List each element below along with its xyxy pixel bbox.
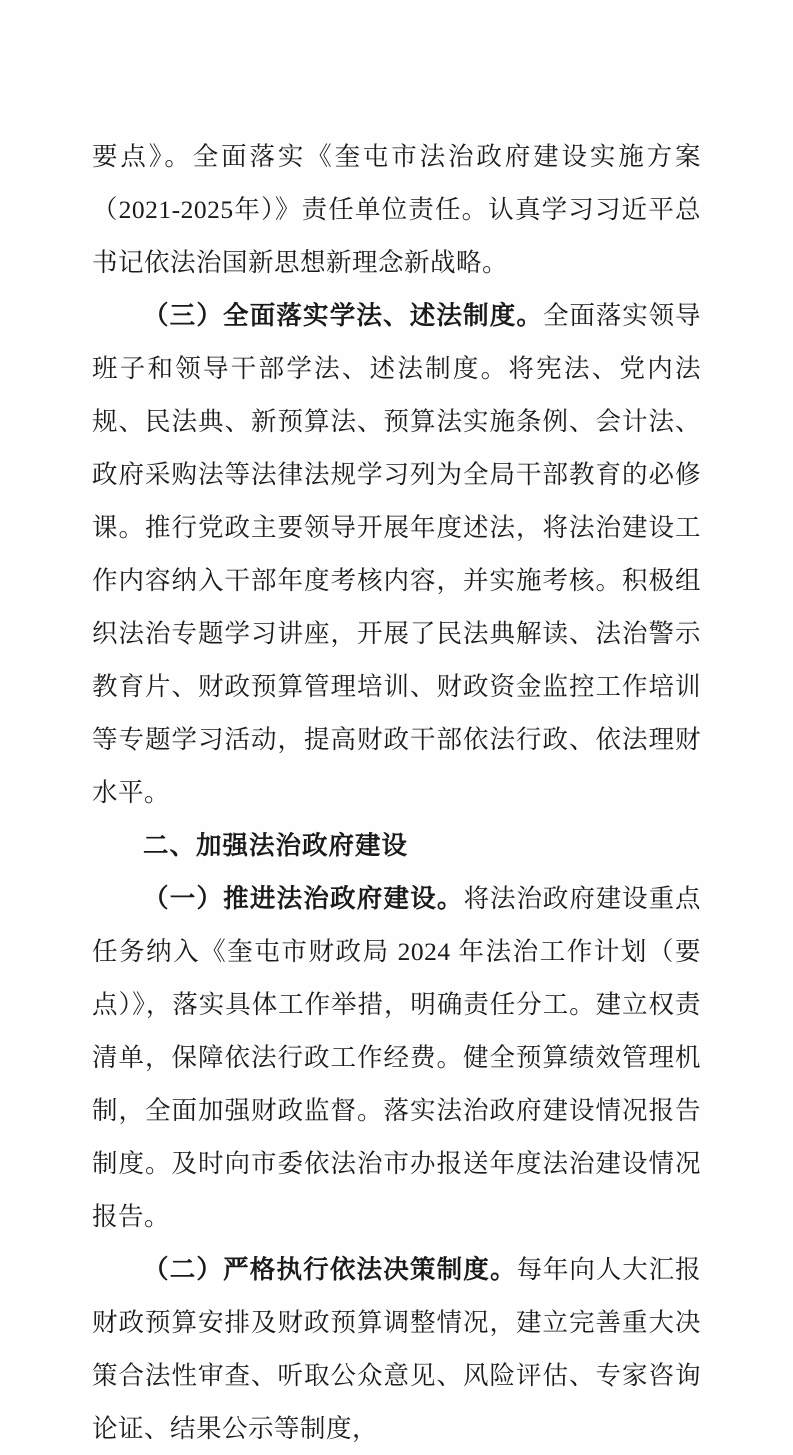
paragraph-lead-label: （二）严格执行依法决策制度。 — [143, 1255, 517, 1284]
section-heading-two: 二、加强法治政府建设 — [143, 831, 409, 860]
paragraph-text: 全面落实领导班子和领导干部学法、述法制度。将宪法、党内法规、民法典、新预算法、预算法实施条例、会计法、政府采购法等法律法规学习列为全局干部教育的必修课。推行党政主要领导开展年度述法，将法治建设工作内容纳入干部年度考核内容，并实施考核。积极组织法治专题学习讲座，开展了民法典解读、法治警示教育片、财政预算管理培训、财政资金监控工作培训等专题学习活动，提高财政干部依法行政、依法理财水平。 — [92, 301, 701, 807]
paragraph-learn-law-system — [92, 289, 701, 819]
paragraph-continuation: 要点》。全面落实《奎屯市法治政府建设实施方案（2021-2025年）》责任单位责任。认真学习习近平总书记依法治国新思想新理念新战略。 — [92, 142, 701, 277]
paragraph-lead-label: （一）推进法治政府建设。 — [143, 884, 464, 913]
paragraph-text: 将法治政府建设重点任务纳入《奎屯市财政局 2024 年法治工作计划（要点）》，落实具体工作举措，明确责任分工。建立权责清单，保障依法行政工作经费。健全预算绩效管理机制，全面加强财政监督。落实法治政府建设情况报告制度。及时向市委依法治市办报送年度法治建设情况报告。 — [92, 884, 701, 1231]
paragraph-promote-rule-of-law-government — [92, 872, 701, 1243]
document-body — [92, 130, 701, 1455]
paragraph-lead-label: （三）全面落实学法、述法制度。 — [143, 301, 544, 330]
paragraph-text: 每年向人大汇报财政预算安排及财政预算调整情况，建立完善重大决策合法性审查、听取公众意见、风险评估、专家咨询论证、结果公示等制度， — [92, 1255, 701, 1443]
paragraph-lawful-decision-system — [92, 1243, 701, 1455]
